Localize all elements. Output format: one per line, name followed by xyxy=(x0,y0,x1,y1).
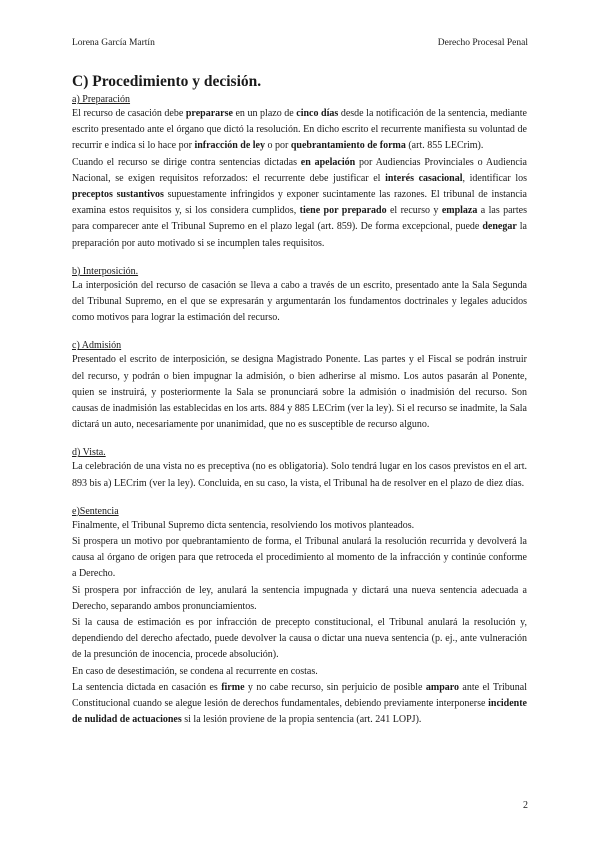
page-number: 2 xyxy=(523,800,528,811)
paragraph-sentencia-3: Si prospera por infracción de ley, anulará la sentencia impugnada y dictará una nueva sentencia adecuada a Derecho, separando ambos pronunciamientos. xyxy=(72,584,527,612)
paragraph-preparacion-1: El recurso de casación debe prepararse en un plazo de cinco días desde la notificación de la sentencia, mediante escrito presentado ante el órgano que dictó la resolución. En dicho escrito el recurrente manifiesta su voluntad de recurrir e indica si lo hace por infracción de ley o por quebrantamiento de forma (art. 855 LECrim). xyxy=(72,108,527,152)
paragraph-preparacion-2: Cuando el recurso se dirige contra sentencias dictadas en apelación por Audiencias Provinciales o Audiencia Nacional, se exigen requisitos reforzados: el recurrente debe justificar el interés casacional, identificar los preceptos sustantivos supuestamente infringidos y exponer sucintamente las razones. El tribunal de instancia examina estos requisitos y, si los considera cumplidos, tiene por preparado el recurso y emplaza a las partes para comparecer ante el Tribunal Supremo en el plazo legal (art. 859). De forma excepcional, puede denegar la preparación por auto motivado si se incumplen tales requisitos. xyxy=(72,156,527,249)
heading-vista: d) Vista. xyxy=(72,447,106,459)
paragraph-sentencia-1: Finalmente, el Tribunal Supremo dicta sentencia, resolviendo los motivos planteados. xyxy=(72,519,415,531)
header-author: Lorena García Martín xyxy=(72,38,155,48)
paragraph-vista: La celebración de una vista no es preceptiva (no es obligatoria). Solo tendrá lugar en los casos previstos en el art. 893 bis a) LECrim (ver la ley). Concluida, en su caso, la vista, el Tribunal ha de resolver en el plazo de diez días. xyxy=(72,461,527,489)
paragraph-sentencia-5: En caso de desestimación, se condena al recurrente en costas. xyxy=(72,665,318,677)
header-subject: Derecho Procesal Penal xyxy=(437,38,528,48)
section-title: C) Procedimiento y decisión. xyxy=(72,73,262,90)
heading-interposicion: b) Interposición. xyxy=(72,265,139,277)
heading-preparacion: a) Preparación xyxy=(72,94,131,105)
paragraph-sentencia-6: La sentencia dictada en casación es firme y no cabe recurso, sin perjuicio de posible amparo ante el Tribunal Constitucional cuando se alegue lesión de derechos fundamentales, debiendo previamente interponerse incidente de nulidad de actuaciones si la lesión proviene de la propia sentencia (art. 241 LOPJ). xyxy=(72,681,527,726)
heading-sentencia: e)Sentencia xyxy=(72,505,119,517)
document-body xyxy=(72,72,527,729)
paragraph-sentencia-4: Si la causa de estimación es por infracción de precepto constitucional, el Tribunal anulará la resolución y, dependiendo del derecho afectado, puede devolver la causa o dictar una nueva sentencia (p. ej., ante vulneración de la presunción de inocencia, procede absolución). xyxy=(72,617,527,661)
paragraph-admision: Presentado el escrito de interposición, se designa Magistrado Ponente. Las partes y el Fiscal se podrán instruir del recurso, y podrán o bien impugnar la admisión, o bien adherirse al mismo. Los autos pasarán al Ponente, quien se instruirá, y posteriormente la Sala se pronunciará sobre la admisión o inadmisión del recurso. Son causas de inadmisión las establecidas en los arts. 884 y 885 LECrim (ver la ley). Si el recurso se inadmite, la Sala dictará un auto, necesariamente por unanimidad, que no es susceptible de recurso alguno. xyxy=(72,354,527,431)
paragraph-sentencia-2: Si prospera un motivo por quebrantamiento de forma, el Tribunal anulará la resolución recurrida y devolverá la causa al órgano de origen para que retroceda el procedimiento al momento de la infracción y continúe conforme a Derecho. xyxy=(72,536,527,580)
heading-admision: c) Admisión xyxy=(72,340,122,352)
paragraph-interposicion: La interposición del recurso de casación se lleva a cabo a través de un escrito, presentado ante la Sala Segunda del Tribunal Supremo, en el que se expresarán y argumentarán los fundamentos doctrinales y legales aducidos como motivos para lograr la estimación del recurso. xyxy=(72,279,527,324)
